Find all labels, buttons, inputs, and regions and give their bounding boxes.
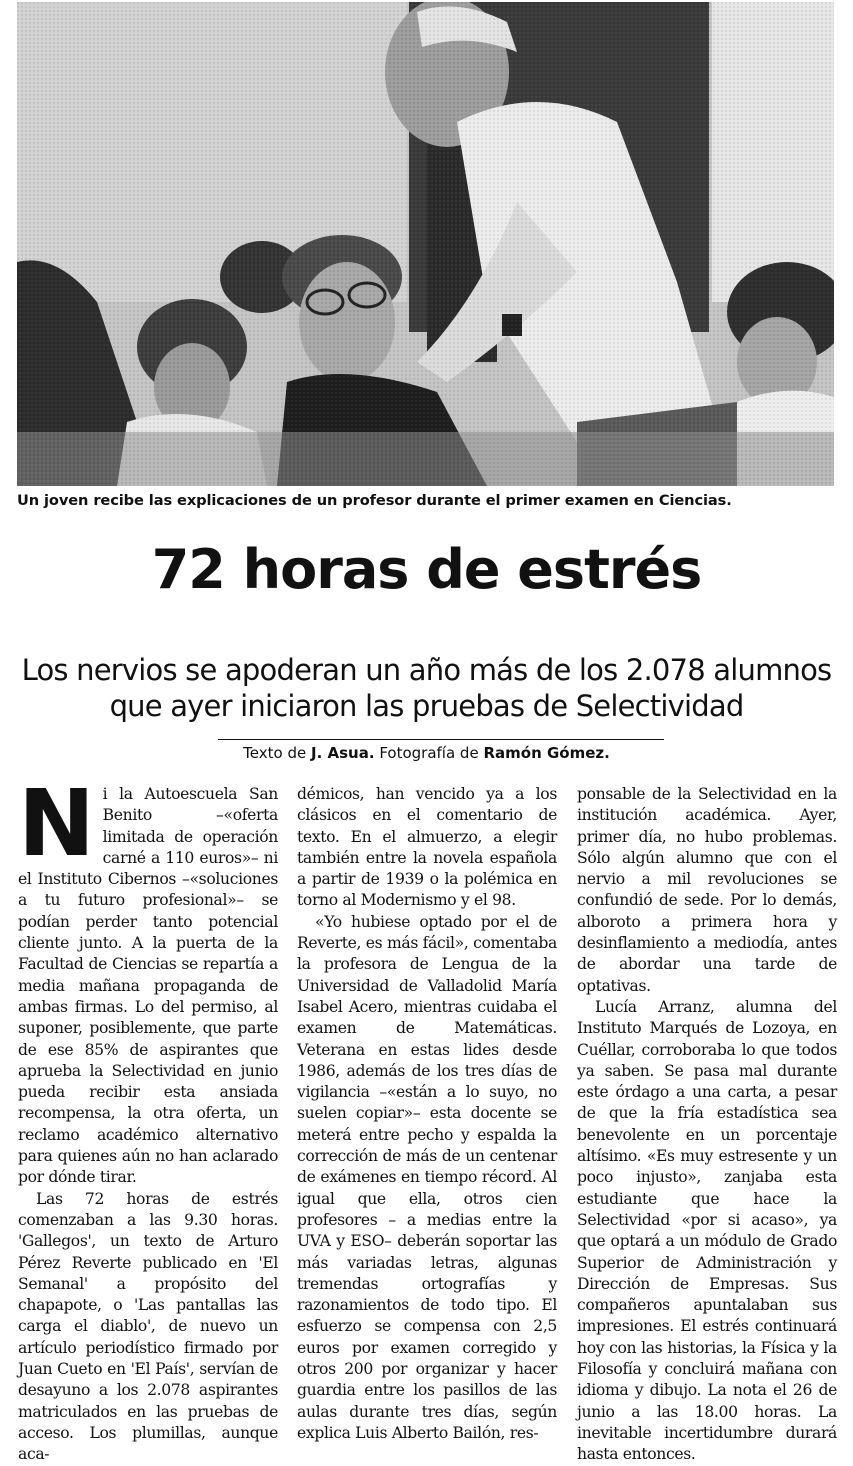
paragraph xyxy=(18,770,278,1189)
news-photo xyxy=(17,2,834,486)
byline-photographer: Ramón Gómez. xyxy=(483,744,610,762)
headline: 72 horas de estrés xyxy=(151,538,702,601)
subheadline-line-1: Los nervios se apoderan un año más de los 2.078 alumnos xyxy=(21,653,832,687)
divider xyxy=(218,739,664,740)
paragraph-text: i la Autoescuela San Benito –«oferta limitada de operación carné a 110 euros»– ni el Instituto Cibernos –«soluciones a tu futuro profesional»– se podían perder tanto potencial cliente junto. A la puerta de la Facultad de Ciencias se repartía a media mañana propaganda de ambas firmas. Lo del permiso, al suponer, posiblemente, que parte de ese 85% de aspirantes que aprueba la Selectividad en junio pueda recibir esta ansiada recompensa, la otra oferta, un reclamo académico alternativo para quienes aún no han aclarado por dónde tirar. xyxy=(18,785,278,1187)
subheadline-line-2: que ayer iniciaron las pruebas de Selectividad xyxy=(109,689,744,723)
article-column-2 xyxy=(297,784,557,1444)
paragraph: Las 72 horas de estrés comenzaban a las 9.30 horas. 'Gallegos', un texto de Arturo Pérez Reverte publicado en 'El Semanal' a propósito del chapapote, o 'Las pantallas las carga el diablo', de nuevo un artículo periodístico firmado por Juan Cueto en 'El País', servían de desayuno a los 2.078 aspirantes matriculados en las pruebas de acceso. Los plumillas, aunque aca- xyxy=(18,1189,278,1464)
article-column-1 xyxy=(18,770,278,1466)
drop-cap: N xyxy=(18,770,95,877)
paragraph: démicos, han vencido ya a los clásicos en el comentario de texto. En el almuerzo, a elegir también entre la novela española a partir de 1939 o la polémica en torno al Modernismo y el 98. xyxy=(297,785,557,910)
byline-text-label: Texto de xyxy=(243,744,307,762)
byline-photo-label: Fotografía de xyxy=(379,744,479,762)
paragraph: Lucía Arranz, alumna del Instituto Marqués de Lozoya, en Cuéllar, corroboraba lo que todos ya saben. Se pasa mal durante este órdago a una carta, a pesar de que la fría estadística sea benevolente en un porcentaje altísimo. «Es muy estresente y un poco injusto», zanjaba esta estudiante que hace la Selectividad «por si acaso», ya que optará a un módulo de Grado Superior de Administración y Dirección de Empresas. Sus compañeros apuntalaban sus impresiones. El estrés continuará hoy con las historias, la Física y la Filosofía y concluirá mañana con idioma y dibujo. La nota el 26 de junio a las 18.00 horas. La inevitable incertidumbre durará hasta entonces. xyxy=(577,997,837,1464)
byline-author: J. Asua. xyxy=(310,744,375,762)
byline xyxy=(0,744,853,762)
photo-caption: Un joven recibe las explicaciones de un profesor durante el primer examen en Ciencias. xyxy=(17,492,732,509)
paragraph: ponsable de la Selectividad en la institución académica. Ayer, primer día, no hubo problemas. Sólo algún alumno que con el nervio a mil revoluciones se confundió de sede. Por lo demás, alboroto a primera hora y desinflamiento a mediodía, antes de abordar una tarde de optativas. xyxy=(577,785,837,995)
article-column-3 xyxy=(577,784,837,1466)
paragraph: «Yo hubiese optado por el de Reverte, es más fácil», comentaba la profesora de Lengua de la Universidad de Valladolid María Isabel Acero, mientras cuidaba el examen de Matemáticas. Veterana en estas lides desde 1986, además de los tres días de vigilancia –«están a lo suyo, no suelen copiar»– esta docente se meterá entre pecho y espalda la corrección de más de un centenar de exámenes en tiempo récord. Al igual que ella, otros cien profesores – a medias entre la UVA y ESO– deberán soportar las más variadas letras, algunas tremendas ortografías y razonamientos de todo tipo. El esfuerzo se compensa con 2,5 euros por examen corregido y otros 200 por organizar y hacer guardia entre los pasillos de las aulas durante tres días, según explica Luis Alberto Bailón, res- xyxy=(297,912,557,1442)
subheadline xyxy=(0,652,853,724)
photo-illustration xyxy=(17,2,834,486)
